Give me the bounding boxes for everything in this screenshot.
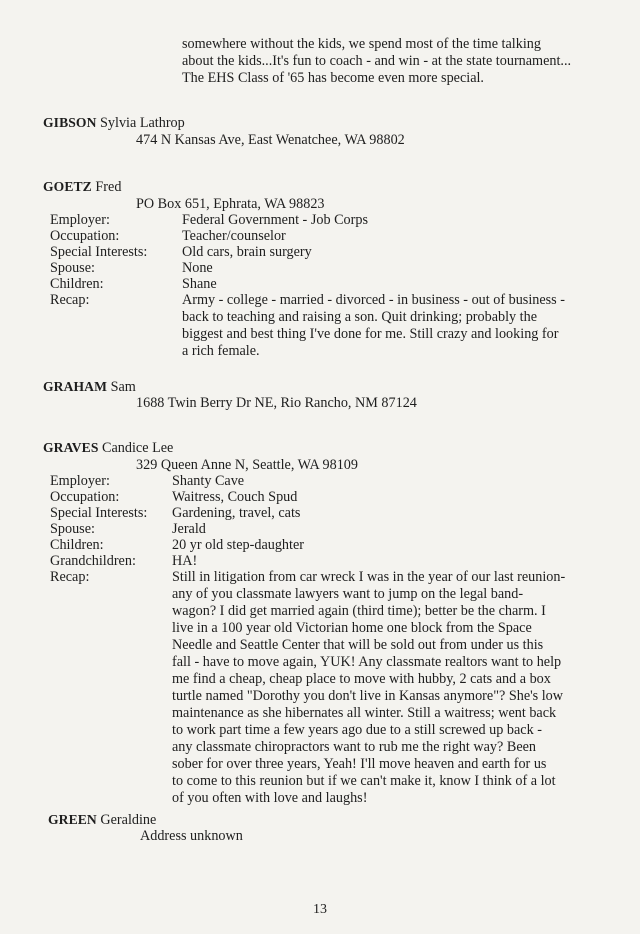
intro-line: The EHS Class of '65 has become even more special. — [182, 70, 484, 86]
recap-line: maintenance as she hibernates all winter. Still a waitress; went back — [172, 705, 557, 721]
surname: GRAVES — [43, 440, 99, 455]
entry-name-green — [48, 812, 156, 828]
value-children: 20 yr old step-daughter — [172, 537, 304, 553]
address: 329 Queen Anne N, Seattle, WA 98109 — [136, 457, 358, 473]
label-recap: Recap: — [50, 292, 90, 308]
recap-line: back to teaching and raising a son. Quit drinking; probably the — [182, 309, 537, 325]
entry-name-gibson — [43, 115, 185, 131]
value-employer: Federal Government - Job Corps — [182, 212, 368, 228]
recap-line: fall - have to move again, YUK! Any classmate realtors want to help — [172, 654, 562, 670]
recap-line: sober for over three years, Yeah! I'll move heaven and earth for us — [172, 756, 547, 772]
intro-line: about the kids...It's fun to coach - and win - at the state tournament... — [182, 53, 572, 69]
label-children: Children: — [50, 537, 104, 553]
recap-line: of you often with love and laughs! — [172, 790, 368, 806]
given-name: Sylvia Lathrop — [100, 115, 185, 131]
label-employer: Employer: — [50, 473, 110, 489]
address: 474 N Kansas Ave, East Wenatchee, WA 98802 — [136, 132, 405, 148]
given-name: Geraldine — [100, 812, 157, 828]
label-recap: Recap: — [50, 569, 90, 585]
value-interests: Gardening, travel, cats — [172, 505, 301, 521]
label-children: Children: — [50, 276, 104, 292]
recap-line: to work part time a few years ago due to a still screwed up back - — [172, 722, 542, 738]
address: 1688 Twin Berry Dr NE, Rio Rancho, NM 87124 — [136, 395, 417, 411]
value-interests: Old cars, brain surgery — [182, 244, 312, 260]
recap-line: biggest and best thing I've done for me. Still crazy and looking for — [182, 326, 559, 342]
recap-line: Army - college - married - divorced - in business - out of business - — [182, 292, 565, 308]
recap-line: Needle and Seattle Center that will be sold out from under us this — [172, 637, 544, 653]
surname: GOETZ — [43, 179, 92, 194]
address: PO Box 651, Ephrata, WA 98823 — [136, 196, 325, 212]
recap-line: me find a cheap, cheap place to move with hubby, 2 cats and a box — [172, 671, 551, 687]
page-number: 13 — [313, 902, 327, 917]
value-spouse: Jerald — [172, 521, 206, 537]
entry-name-goetz — [43, 179, 121, 195]
entry-name-graham — [43, 379, 136, 395]
label-employer: Employer: — [50, 212, 110, 228]
label-interests: Special Interests: — [50, 505, 148, 521]
recap-line: any classmate chiropractors want to rub me the right way? Been — [172, 739, 537, 755]
label-occupation: Occupation: — [50, 489, 120, 505]
surname: GRAHAM — [43, 379, 108, 394]
recap-line: live in a 100 year old Victorian home one block from the Space — [172, 620, 532, 636]
label-grandchildren: Grandchildren: — [50, 553, 136, 569]
value-occupation: Teacher/counselor — [182, 228, 286, 244]
value-grandchildren: HA! — [172, 553, 198, 569]
surname: GREEN — [48, 812, 97, 827]
value-children: Shane — [182, 276, 217, 292]
given-name: Candice Lee — [102, 440, 174, 456]
given-name: Sam — [110, 379, 136, 395]
address: Address unknown — [140, 828, 243, 844]
entry-name-graves — [43, 440, 173, 456]
intro-line: somewhere without the kids, we spend most of the time talking — [182, 36, 541, 52]
value-employer: Shanty Cave — [172, 473, 245, 489]
recap-line: turtle named "Dorothy you don't live in Kansas anymore"? She's low — [172, 688, 564, 704]
surname: GIBSON — [43, 115, 97, 130]
recap-line: any of you classmate lawyers want to jump on the legal band- — [172, 586, 524, 602]
label-occupation: Occupation: — [50, 228, 120, 244]
value-occupation: Waitress, Couch Spud — [172, 489, 298, 505]
recap-line: Still in litigation from car wreck I was in the year of our last reunion- — [172, 569, 566, 585]
value-spouse: None — [182, 260, 213, 276]
given-name: Fred — [95, 179, 122, 195]
recap-line: to come to this reunion but if we can't make it, know I think of a lot — [172, 773, 556, 789]
label-interests: Special Interests: — [50, 244, 148, 260]
label-spouse: Spouse: — [50, 521, 95, 537]
recap-line: wagon? I did get married again (third time); better be the charm. I — [172, 603, 546, 619]
label-spouse: Spouse: — [50, 260, 95, 276]
recap-line: a rich female. — [182, 343, 260, 359]
